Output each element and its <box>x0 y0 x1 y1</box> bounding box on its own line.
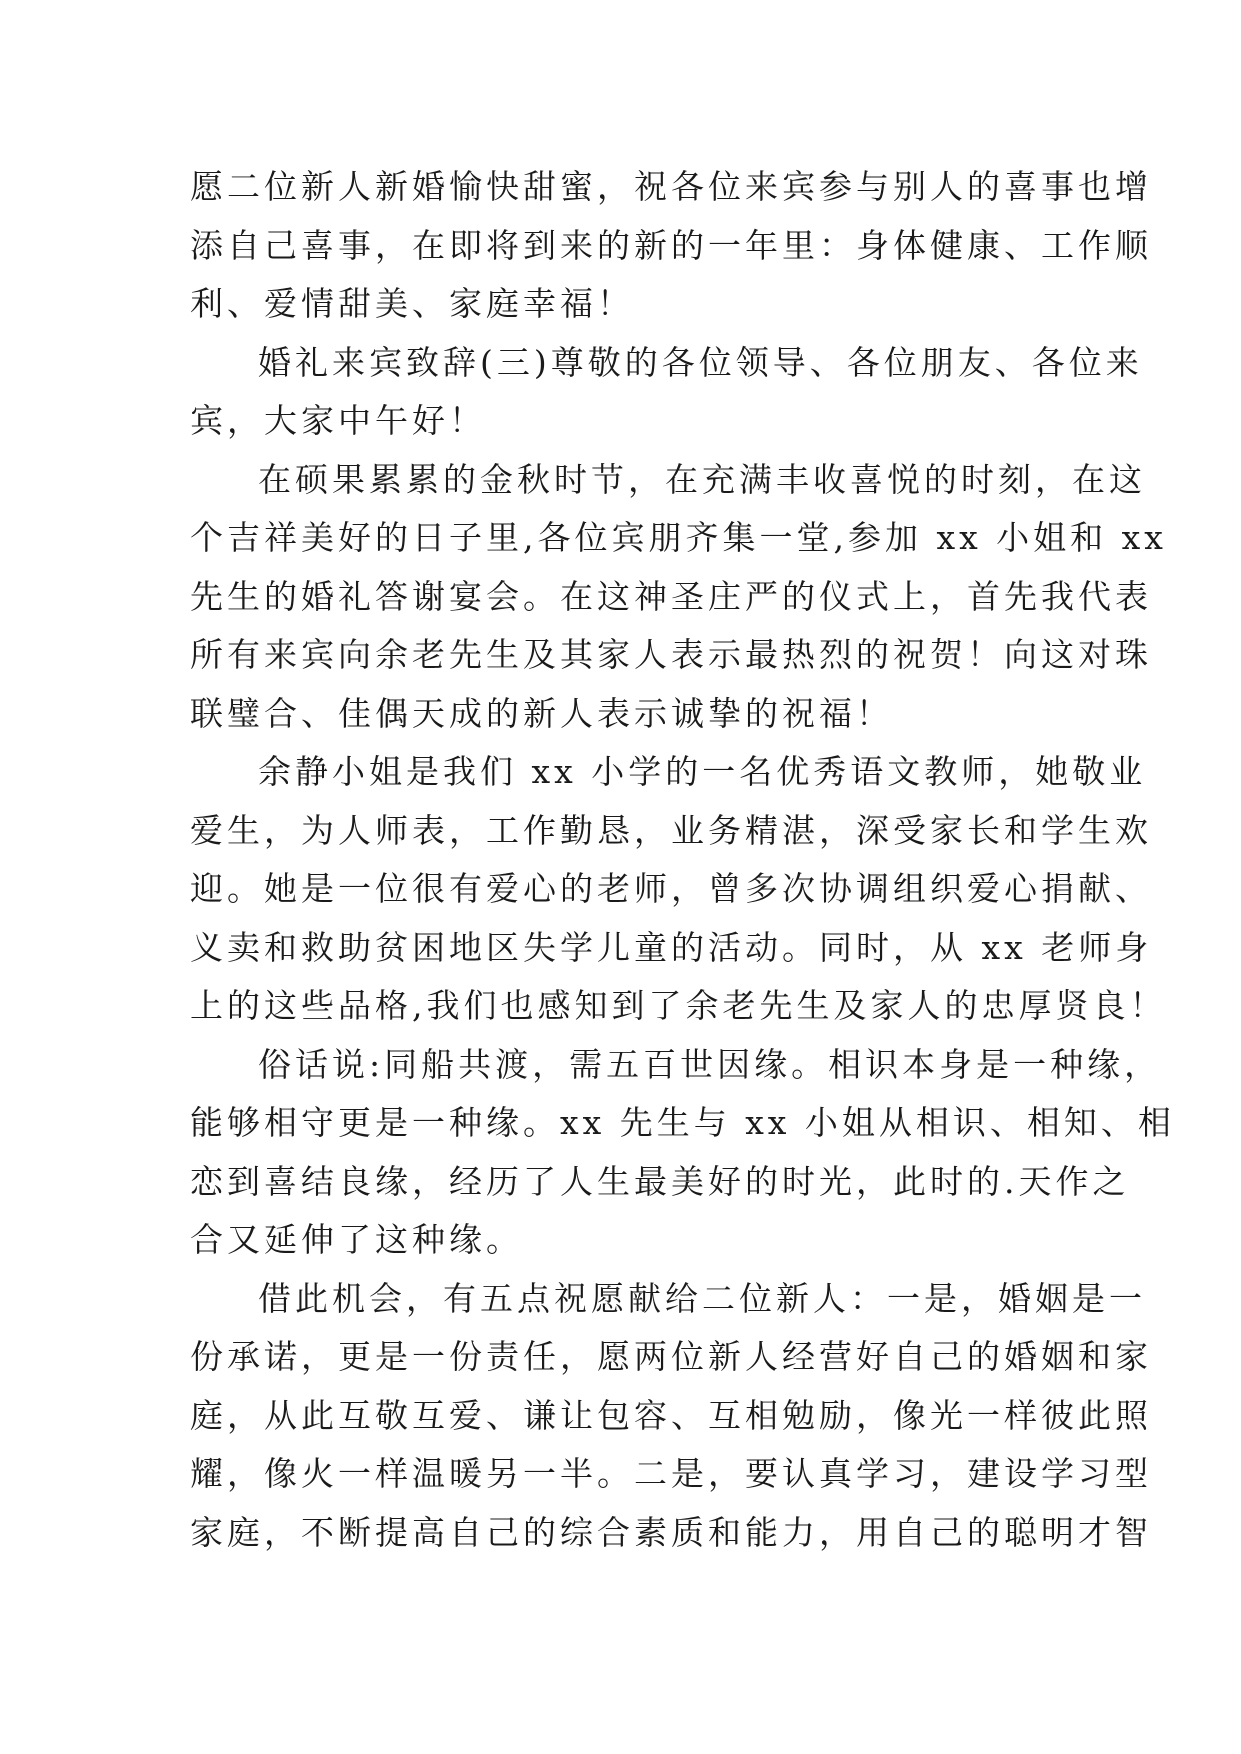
text-line: 义卖和救助贫困地区失学儿童的活动。同时，从 xx 老师身 <box>190 927 1153 967</box>
text-line: 在硕果累累的金秋时节，在充满丰收喜悦的时刻，在这 <box>258 459 1146 499</box>
text-line: 个吉祥美好的日子里,各位宾朋齐集一堂,参加 xx 小姐和 xx <box>190 518 1167 557</box>
text-line: 婚礼来宾致辞(三)尊敬的各位领导、各位朋友、各位来 <box>258 342 1143 382</box>
text-line: 迎。她是一位很有爱心的老师，曾多次协调组织爱心捐献、 <box>190 869 1152 908</box>
text-line: 宾，大家中午好！ <box>190 401 486 440</box>
text-line: 联璧合、佳偶天成的新人表示诚挚的祝福！ <box>190 693 893 733</box>
document-body <box>190 158 1175 1562</box>
text-line: 合又延伸了这种缘。 <box>190 1220 523 1259</box>
text-line: 愿二位新人新婚愉快甜蜜，祝各位来宾参与别人的喜事也增 <box>190 167 1152 206</box>
text-line: 余静小姐是我们 xx 小学的一名优秀语文教师，她敬业 <box>258 752 1147 791</box>
text-line: 俗话说:同船共渡，需五百世因缘。相识本身是一种缘， <box>258 1044 1162 1084</box>
text-line: 份承诺，更是一份责任，愿两位新人经营好自己的婚姻和家 <box>190 1337 1152 1376</box>
text-line: 添自己喜事，在即将到来的新的一年里：身体健康、工作顺 <box>190 225 1152 265</box>
text-line: 借此机会，有五点祝愿献给二位新人：一是，婚姻是一 <box>258 1278 1146 1318</box>
text-line: 家庭，不断提高自己的综合素质和能力，用自己的聪明才智 <box>190 1512 1152 1552</box>
text-line: 耀，像火一样温暖另一半。二是，要认真学习，建设学习型 <box>190 1454 1152 1493</box>
text-line: 恋到喜结良缘，经历了人生最美好的时光，此时的.天作之 <box>190 1161 1130 1201</box>
text-line: 能够相守更是一种缘。xx 先生与 xx 小姐从相识、相知、相 <box>190 1103 1175 1142</box>
text-line: 所有来宾向余老先生及其家人表示最热烈的祝贺！向这对珠 <box>190 635 1152 674</box>
text-line: 先生的婚礼答谢宴会。在这神圣庄严的仪式上，首先我代表 <box>190 576 1152 616</box>
text-line: 爱生，为人师表，工作勤恳，业务精湛，深受家长和学生欢 <box>190 810 1152 850</box>
text-line: 庭，从此互敬互爱、谦让包容、互相勉励，像光一样彼此照 <box>190 1395 1152 1435</box>
text-line: 利、爱情甜美、家庭幸福！ <box>190 284 634 323</box>
text-line: 上的这些品格,我们也感知到了余老先生及家人的忠厚贤良！ <box>190 986 1167 1025</box>
